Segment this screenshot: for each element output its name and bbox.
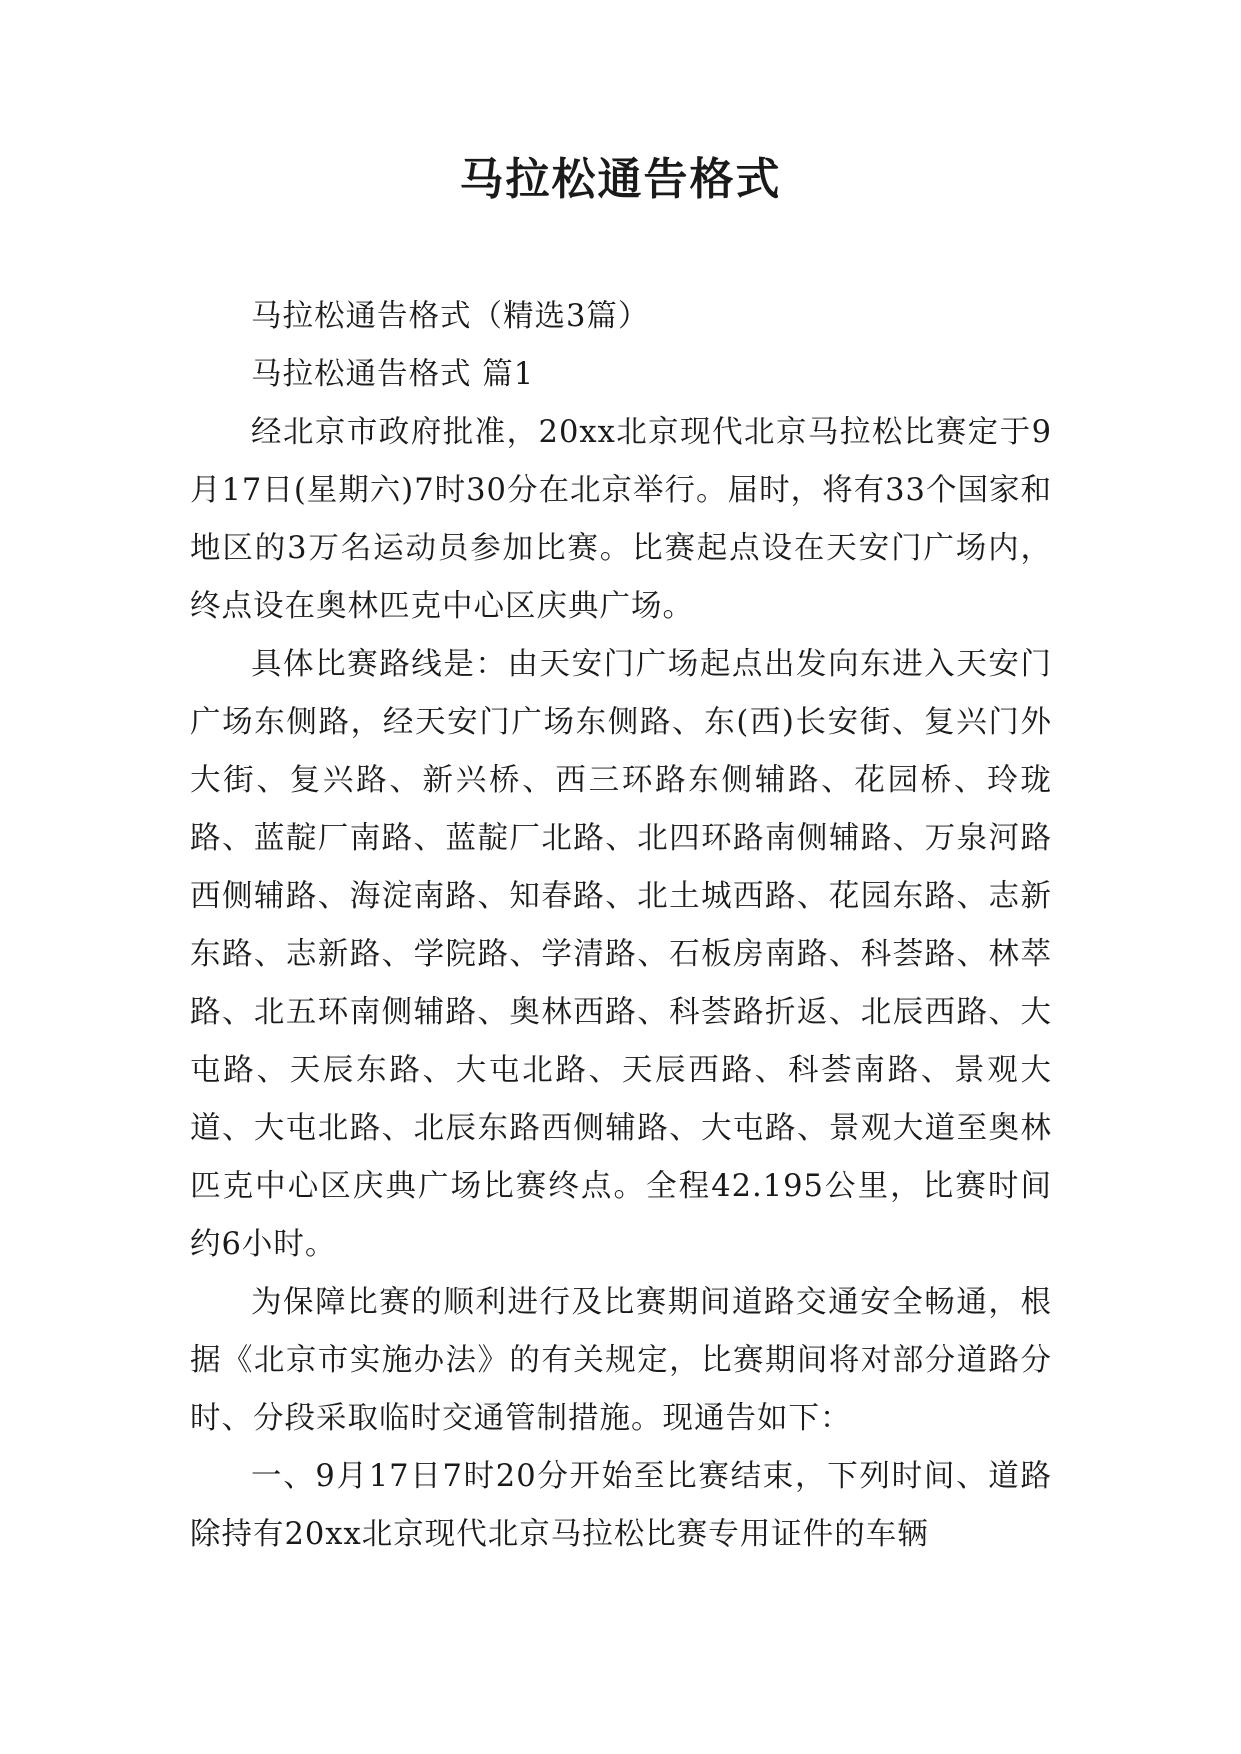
- section-heading: 马拉松通告格式 篇1: [251, 357, 535, 392]
- document-title: 马拉松通告格式: [459, 154, 782, 205]
- subtitle-paragraph: 马拉松通告格式（精选3篇）: [251, 299, 650, 334]
- body-paragraph: 为保障比赛的顺利进行及比赛期间道路交通安全畅通，根据《北京市实施办法》的有关规定，比赛期间将对部分道路分时、分段采取临时交通管制措施。现通告如下：: [190, 1285, 1052, 1436]
- body-paragraph: 一、9月17日7时20分开始至比赛结束，下列时间、道路除持有20xx北京现代北京马拉松比赛专用证件的车辆: [190, 1459, 1052, 1552]
- body-paragraph: 具体比赛路线是：由天安门广场起点出发向东进入天安门广场东侧路，经天安门广场东侧路、东(西)长安街、复兴门外大街、复兴路、新兴桥、西三环路东侧辅路、花园桥、玲珑路、蓝靛厂南路、蓝靛厂北路、北四环路南侧辅路、万泉河路西侧辅路、海淀南路、知春路、北土城西路、花园东路、志新东路、志新路、学院路、学清路、石板房南路、科荟路、林萃路、北五环南侧辅路、奥林西路、科荟路折返、北辰西路、大屯路、天辰东路、大屯北路、天辰西路、科荟南路、景观大道、大屯北路、北辰东路西侧辅路、大屯路、景观大道至奥林匹克中心区庆典广场比赛终点。全程42.195公里，比赛时间约6小时。: [190, 647, 1052, 1262]
- document-body: [190, 288, 1052, 1564]
- body-paragraph: 经北京市政府批准，20xx北京现代北京马拉松比赛定于9月17日(星期六)7时30分在北京举行。届时，将有33个国家和地区的3万名运动员参加比赛。比赛起点设在天安门广场内，终点设在奥林匹克中心区庆典广场。: [190, 415, 1052, 624]
